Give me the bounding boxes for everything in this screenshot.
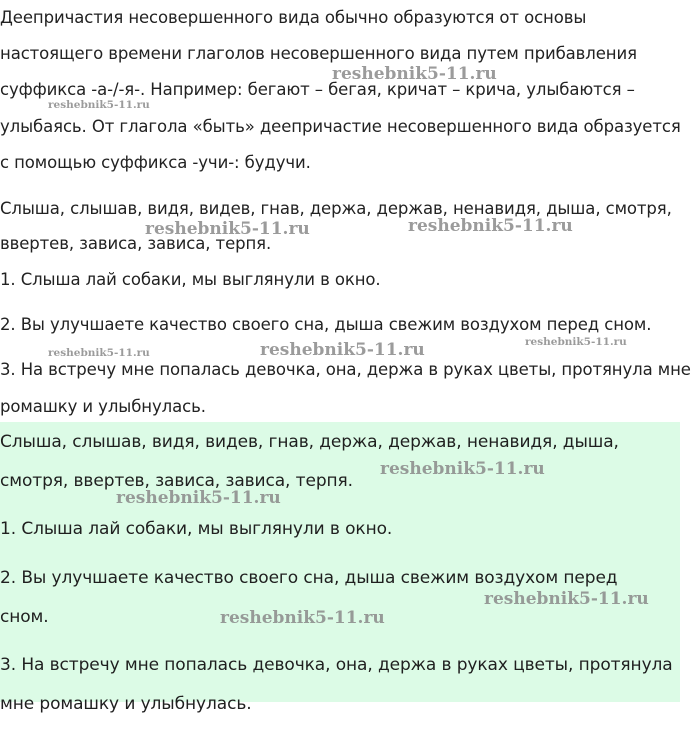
watermark: reshebnik5-11.ru [145, 219, 310, 239]
task-words-line-2: ввертев, зависа, зависа, терпя. [0, 234, 272, 253]
answer-line-6: 3. На встречу мне попалась девочка, она, держа в руках цветы, протянула [0, 655, 673, 675]
task-sentence-3-cont: ромашку и улыбнулась. [0, 397, 206, 416]
answer-line-4: 2. Вы улучшаете качество своего сна, дыша свежим воздухом перед [0, 568, 618, 588]
watermark: reshebnik5-11.ru [116, 488, 281, 508]
watermark: reshebnik5-11.ru [408, 216, 573, 236]
answer-line-3: 1. Слыша лай собаки, мы выглянули в окно. [0, 519, 393, 539]
intro-line-1: Деепричастия несовершенного вида обычно образуются от основы [0, 8, 587, 27]
watermark: reshebnik5-11.ru [525, 336, 627, 348]
answer-block [0, 422, 680, 714]
answer-line-2: смотря, ввертев, зависа, зависа, терпя. [0, 471, 353, 491]
watermark: reshebnik5-11.ru [380, 459, 545, 479]
intro-line-3: суффикса -а-/-я-. Например: бегают – бегая, кричат – крича, улыбаются – [0, 80, 635, 99]
answer-line-1: Слыша, слышав, видя, видев, гнав, держа, держав, ненавидя, дыша, [0, 432, 619, 452]
watermark: reshebnik5-11.ru [260, 340, 425, 360]
answer-line-7: мне ромашку и улыбнулась. [0, 694, 252, 714]
task-words-line-1: Слыша, слышав, видя, видев, гнав, держа, держав, ненавидя, дыша, смотря, [0, 199, 672, 218]
intro-line-5: с помощью суффикса -учи-: будучи. [0, 153, 311, 172]
watermark: reshebnik5-11.ru [220, 608, 385, 628]
intro-line-4: улыбаясь. От глагола «быть» деепричастие несовершенного вида образуется [0, 117, 681, 136]
task-sentence-1: 1. Слыша лай собаки, мы выглянули в окно. [0, 270, 381, 289]
watermark: reshebnik5-11.ru [48, 347, 150, 359]
task-sentence-3: 3. На встречу мне попалась девочка, она, держа в руках цветы, протянула мне [0, 360, 691, 379]
intro-line-2: настоящего времени глаголов несовершенного вида путем прибавления [0, 44, 637, 63]
task-sentence-2: 2. Вы улучшаете качество своего сна, дыша свежим воздухом перед сном. [0, 315, 652, 334]
watermark: reshebnik5-11.ru [48, 99, 150, 111]
watermark: reshebnik5-11.ru [484, 589, 649, 609]
watermark: reshebnik5-11.ru [332, 64, 497, 84]
answer-line-5: сном. [0, 607, 49, 627]
